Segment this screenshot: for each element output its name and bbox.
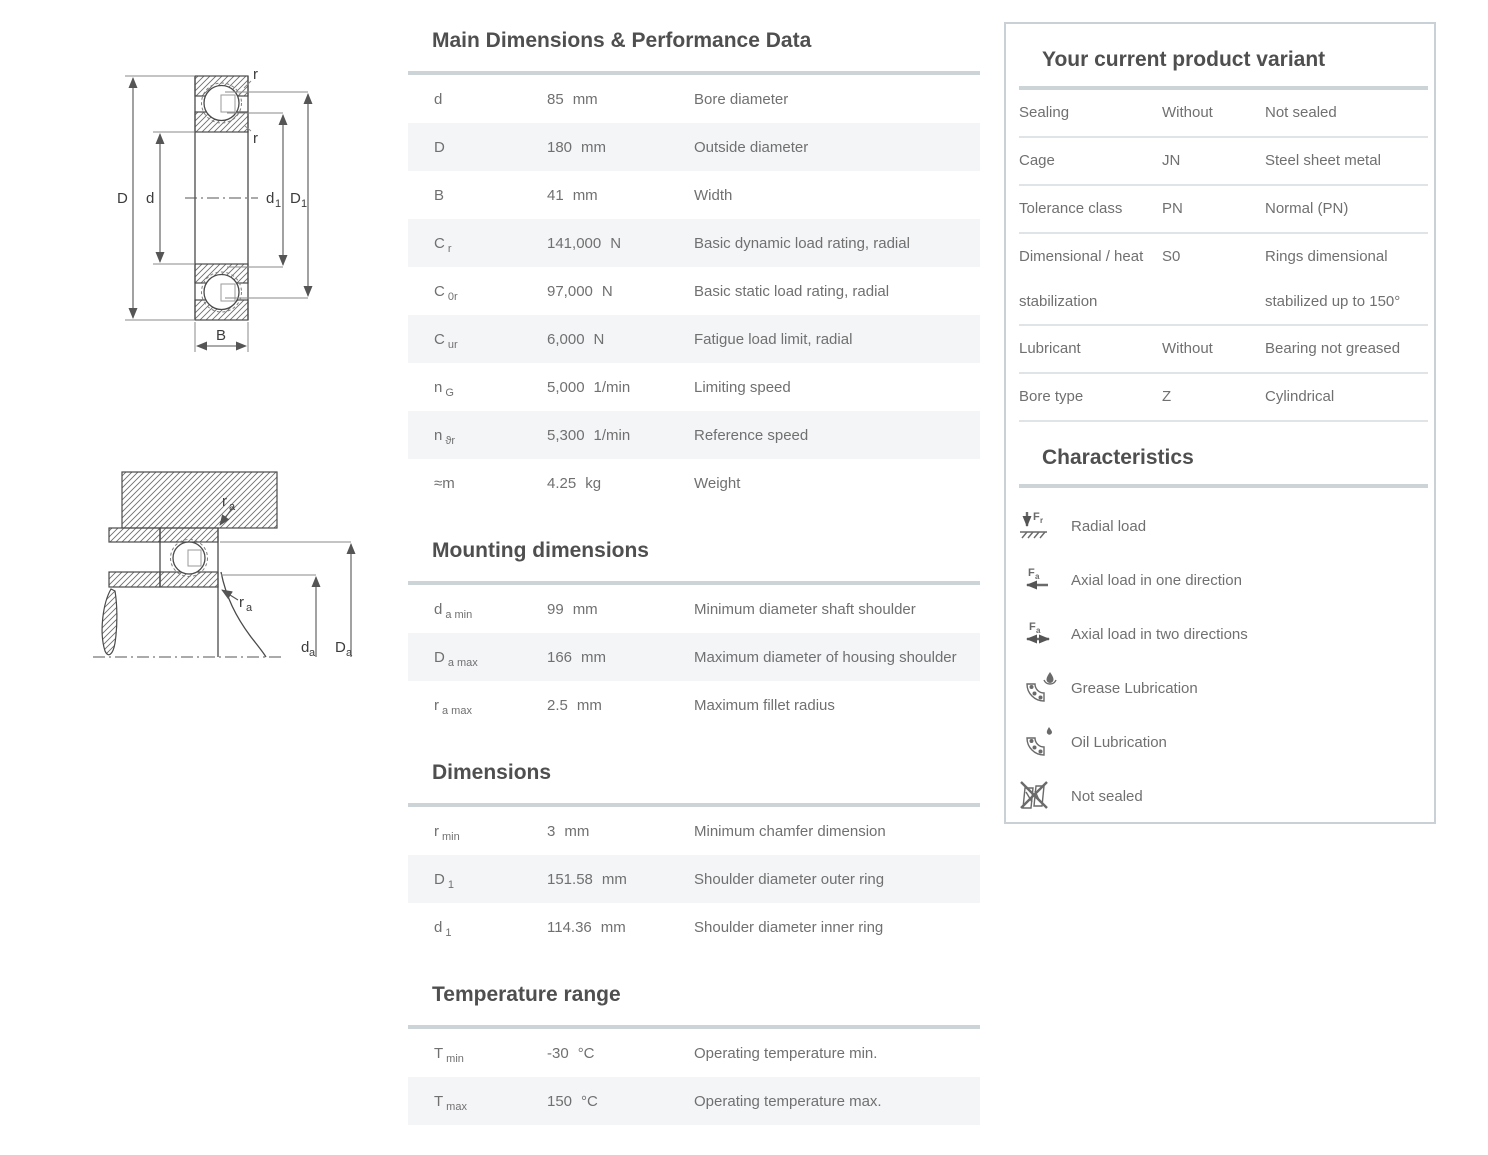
- variant-row: [1019, 90, 1428, 138]
- variant-code: S0: [1162, 248, 1181, 265]
- variant-label: Lubricant: [1019, 340, 1081, 357]
- spec-table-row: [408, 633, 980, 681]
- spec-table-row: [408, 855, 980, 903]
- characteristic-oil-lubrication: [1019, 724, 1434, 760]
- variant-row: [1019, 374, 1428, 422]
- spec-table-row: [408, 585, 980, 633]
- characteristic-axial-load-two-directions: [1019, 616, 1434, 652]
- spec-symbol: d: [434, 90, 443, 108]
- dim-label-ra-top: r: [222, 493, 227, 510]
- spec-symbol: D: [434, 138, 445, 156]
- variant-label: Tolerance class: [1019, 200, 1123, 217]
- variant-description: Cylindrical: [1265, 388, 1335, 405]
- characteristics-title: Characteristics: [1042, 446, 1194, 469]
- spec-table: [408, 71, 980, 507]
- section-main-dimensions: [408, 28, 980, 507]
- mounting-diagram: [93, 472, 353, 659]
- characteristic-grease-lubrication: [1019, 670, 1434, 706]
- spec-description: Operating temperature min.: [694, 1044, 878, 1062]
- spec-table: [408, 1025, 980, 1125]
- variant-description: Normal (PN): [1265, 200, 1349, 217]
- product-variant-panel: [1004, 22, 1436, 824]
- variant-description: Not sealed: [1265, 104, 1337, 121]
- spec-symbol: n $_G$: [434, 378, 454, 399]
- characteristic-label: Grease Lubrication: [1071, 679, 1198, 697]
- spec-description: Maximum fillet radius: [694, 696, 835, 714]
- dim-label-da: d: [301, 639, 310, 656]
- section-dimensions: [408, 760, 980, 951]
- dim-label-ra-bottom-sub: a: [246, 602, 253, 614]
- spec-description: Maximum diameter of housing shoulder: [694, 648, 957, 666]
- oil-lubrication-icon: [1019, 724, 1063, 760]
- spec-table-row: [408, 315, 980, 363]
- dim-label-D1-sub: 1: [301, 198, 308, 210]
- characteristic-label: Not sealed: [1071, 787, 1143, 805]
- spec-value: 6,000 N: [547, 330, 605, 348]
- spec-value: 180 mm: [547, 138, 607, 156]
- dim-label-D1: D: [290, 190, 301, 207]
- variant-row: [1019, 186, 1428, 234]
- spec-description: Minimum chamfer dimension: [694, 822, 886, 840]
- spec-description: Fatigue load limit, radial: [694, 330, 853, 348]
- spec-table-row: [408, 903, 980, 951]
- grease-lubrication-icon: [1019, 670, 1063, 706]
- dim-label-Da-sub: a: [346, 647, 353, 659]
- characteristic-axial-load-one-direction: [1019, 562, 1434, 598]
- variant-label: Dimensional / heat stabilization: [1019, 248, 1144, 310]
- radial-load-icon: [1019, 508, 1063, 544]
- section-title: Main Dimensions & Performance Data: [432, 29, 812, 52]
- section-temperature-range: [408, 982, 980, 1125]
- variant-code: Without: [1162, 340, 1213, 357]
- bearing-diagrams: [75, 55, 415, 715]
- variant-row: [1019, 234, 1428, 326]
- spec-value: 114.36 mm: [547, 918, 626, 936]
- spec-description: Reference speed: [694, 426, 809, 444]
- spec-description: Basic dynamic load rating, radial: [694, 234, 910, 252]
- variant-code: Z: [1162, 388, 1172, 405]
- spec-description: Limiting speed: [694, 378, 791, 396]
- dim-label-ra-top-sub: a: [229, 501, 236, 513]
- spec-symbol: ≈m: [434, 474, 455, 492]
- spec-description: Basic static load rating, radial: [694, 282, 890, 300]
- dim-label-Da: D: [335, 639, 346, 656]
- dim-label-d1: d: [266, 190, 275, 207]
- variant-row: [1019, 138, 1428, 186]
- dim-label-B: B: [216, 327, 227, 344]
- dim-label-D: D: [117, 190, 128, 207]
- spec-value: 41 mm: [547, 186, 598, 204]
- spec-symbol: C $_{0r}$: [434, 282, 458, 303]
- axial-load-two-directions-icon: [1019, 616, 1063, 652]
- spec-value: 141,000 N: [547, 234, 622, 252]
- spec-value: 85 mm: [547, 90, 598, 108]
- spec-symbol: d $_{a min}$: [434, 600, 473, 621]
- spec-value: 3 mm: [547, 822, 590, 840]
- spec-description: Width: [694, 186, 733, 204]
- svg-text:F: F: [1028, 567, 1035, 579]
- variant-code: Without: [1162, 104, 1213, 121]
- characteristic-label: Oil Lubrication: [1071, 733, 1167, 751]
- spec-table-row: [408, 219, 980, 267]
- dim-label-da-sub: a: [309, 647, 316, 659]
- axial-load-one-direction-icon: [1019, 562, 1063, 598]
- spec-symbol: D $_{a max}$: [434, 648, 478, 669]
- variant-description: Steel sheet metal: [1265, 152, 1381, 169]
- spec-value: 5,000 1/min: [547, 378, 631, 396]
- variant-code: PN: [1162, 200, 1183, 217]
- spec-description: Operating temperature max.: [694, 1092, 882, 1110]
- spec-description: Weight: [694, 474, 741, 492]
- spec-description: Shoulder diameter outer ring: [694, 870, 885, 888]
- not-sealed-icon: [1019, 778, 1063, 814]
- dim-label-d: d: [146, 190, 155, 207]
- spec-table-row: [408, 681, 980, 729]
- characteristics-divider: [1019, 484, 1428, 488]
- spec-description: Bore diameter: [694, 90, 789, 108]
- spec-value: 97,000 N: [547, 282, 613, 300]
- variant-description: Bearing not greased: [1265, 340, 1401, 357]
- characteristic-radial-load: [1019, 508, 1434, 544]
- spec-symbol: T $_{min}$: [434, 1044, 464, 1065]
- spec-symbol: D $_1$: [434, 870, 454, 891]
- section-title: Mounting dimensions: [432, 539, 649, 562]
- spec-symbol: B: [434, 186, 445, 204]
- spec-value: -30 °C: [547, 1044, 595, 1062]
- spec-value: 150 °C: [547, 1092, 598, 1110]
- spec-symbol: d $_1$: [434, 918, 452, 939]
- spec-description: Minimum diameter shaft shoulder: [694, 600, 916, 618]
- svg-text:a: a: [1035, 572, 1040, 581]
- dim-label-r-bottom: r: [253, 130, 258, 147]
- spec-table-row: [408, 75, 980, 123]
- variant-label: Cage: [1019, 152, 1055, 169]
- spec-table: [408, 803, 980, 951]
- variant-panel-title: Your current product variant: [1042, 48, 1326, 71]
- svg-text:a: a: [1036, 626, 1041, 635]
- dim-label-ra-bottom: r: [239, 594, 244, 611]
- variant-table: [1019, 86, 1428, 422]
- spec-table-row: [408, 171, 980, 219]
- spec-symbol: r $_{a max}$: [434, 696, 472, 717]
- spec-symbol: T $_{max}$: [434, 1092, 467, 1113]
- spec-value: 2.5 mm: [547, 696, 602, 714]
- dim-label-r-top: r: [253, 66, 258, 83]
- spec-table-row: [408, 1029, 980, 1077]
- characteristic-label: Axial load in two directions: [1071, 625, 1248, 643]
- spec-table: [408, 581, 980, 729]
- bearing-cross-section-and-mounting-diagram: [75, 55, 415, 715]
- spec-column: [408, 28, 980, 1125]
- spec-description: Outside diameter: [694, 138, 809, 156]
- spec-symbol: r $_{min}$: [434, 822, 460, 843]
- variant-label: Bore type: [1019, 388, 1084, 405]
- svg-text:r: r: [1040, 516, 1044, 525]
- spec-value: 151.58 mm: [547, 870, 627, 888]
- spec-table-row: [408, 123, 980, 171]
- characteristic-label: Radial load: [1071, 517, 1147, 535]
- dim-label-d1-sub: 1: [275, 198, 282, 210]
- section-title: Dimensions: [432, 761, 552, 784]
- svg-text:F: F: [1033, 511, 1040, 523]
- spec-table-row: [408, 807, 980, 855]
- svg-text:F: F: [1029, 621, 1036, 633]
- spec-table-row: [408, 459, 980, 507]
- variant-description: Rings dimensional stabilized up to 150°: [1265, 248, 1401, 310]
- characteristic-label: Axial load in one direction: [1071, 571, 1242, 589]
- spec-symbol: C $_r$: [434, 234, 452, 255]
- spec-value: 99 mm: [547, 600, 598, 618]
- spec-symbol: n $_{ϑr}$: [434, 426, 456, 447]
- section-mounting-dimensions: [408, 538, 980, 729]
- cross-section-diagram: [117, 66, 308, 352]
- spec-value: 5,300 1/min: [547, 426, 631, 444]
- spec-value: 166 mm: [547, 648, 607, 666]
- spec-description: Shoulder diameter inner ring: [694, 918, 884, 936]
- variant-row: [1019, 326, 1428, 374]
- spec-table-row: [408, 363, 980, 411]
- spec-value: 4.25 kg: [547, 474, 602, 492]
- spec-table-row: [408, 1077, 980, 1125]
- spec-table-row: [408, 267, 980, 315]
- variant-code: JN: [1162, 152, 1181, 169]
- variant-label: Sealing: [1019, 104, 1070, 121]
- characteristic-not-sealed: [1019, 778, 1434, 814]
- section-title: Temperature range: [432, 983, 621, 1006]
- spec-symbol: C $_{ur}$: [434, 330, 458, 351]
- spec-table-row: [408, 411, 980, 459]
- characteristics-list: [1019, 508, 1434, 814]
